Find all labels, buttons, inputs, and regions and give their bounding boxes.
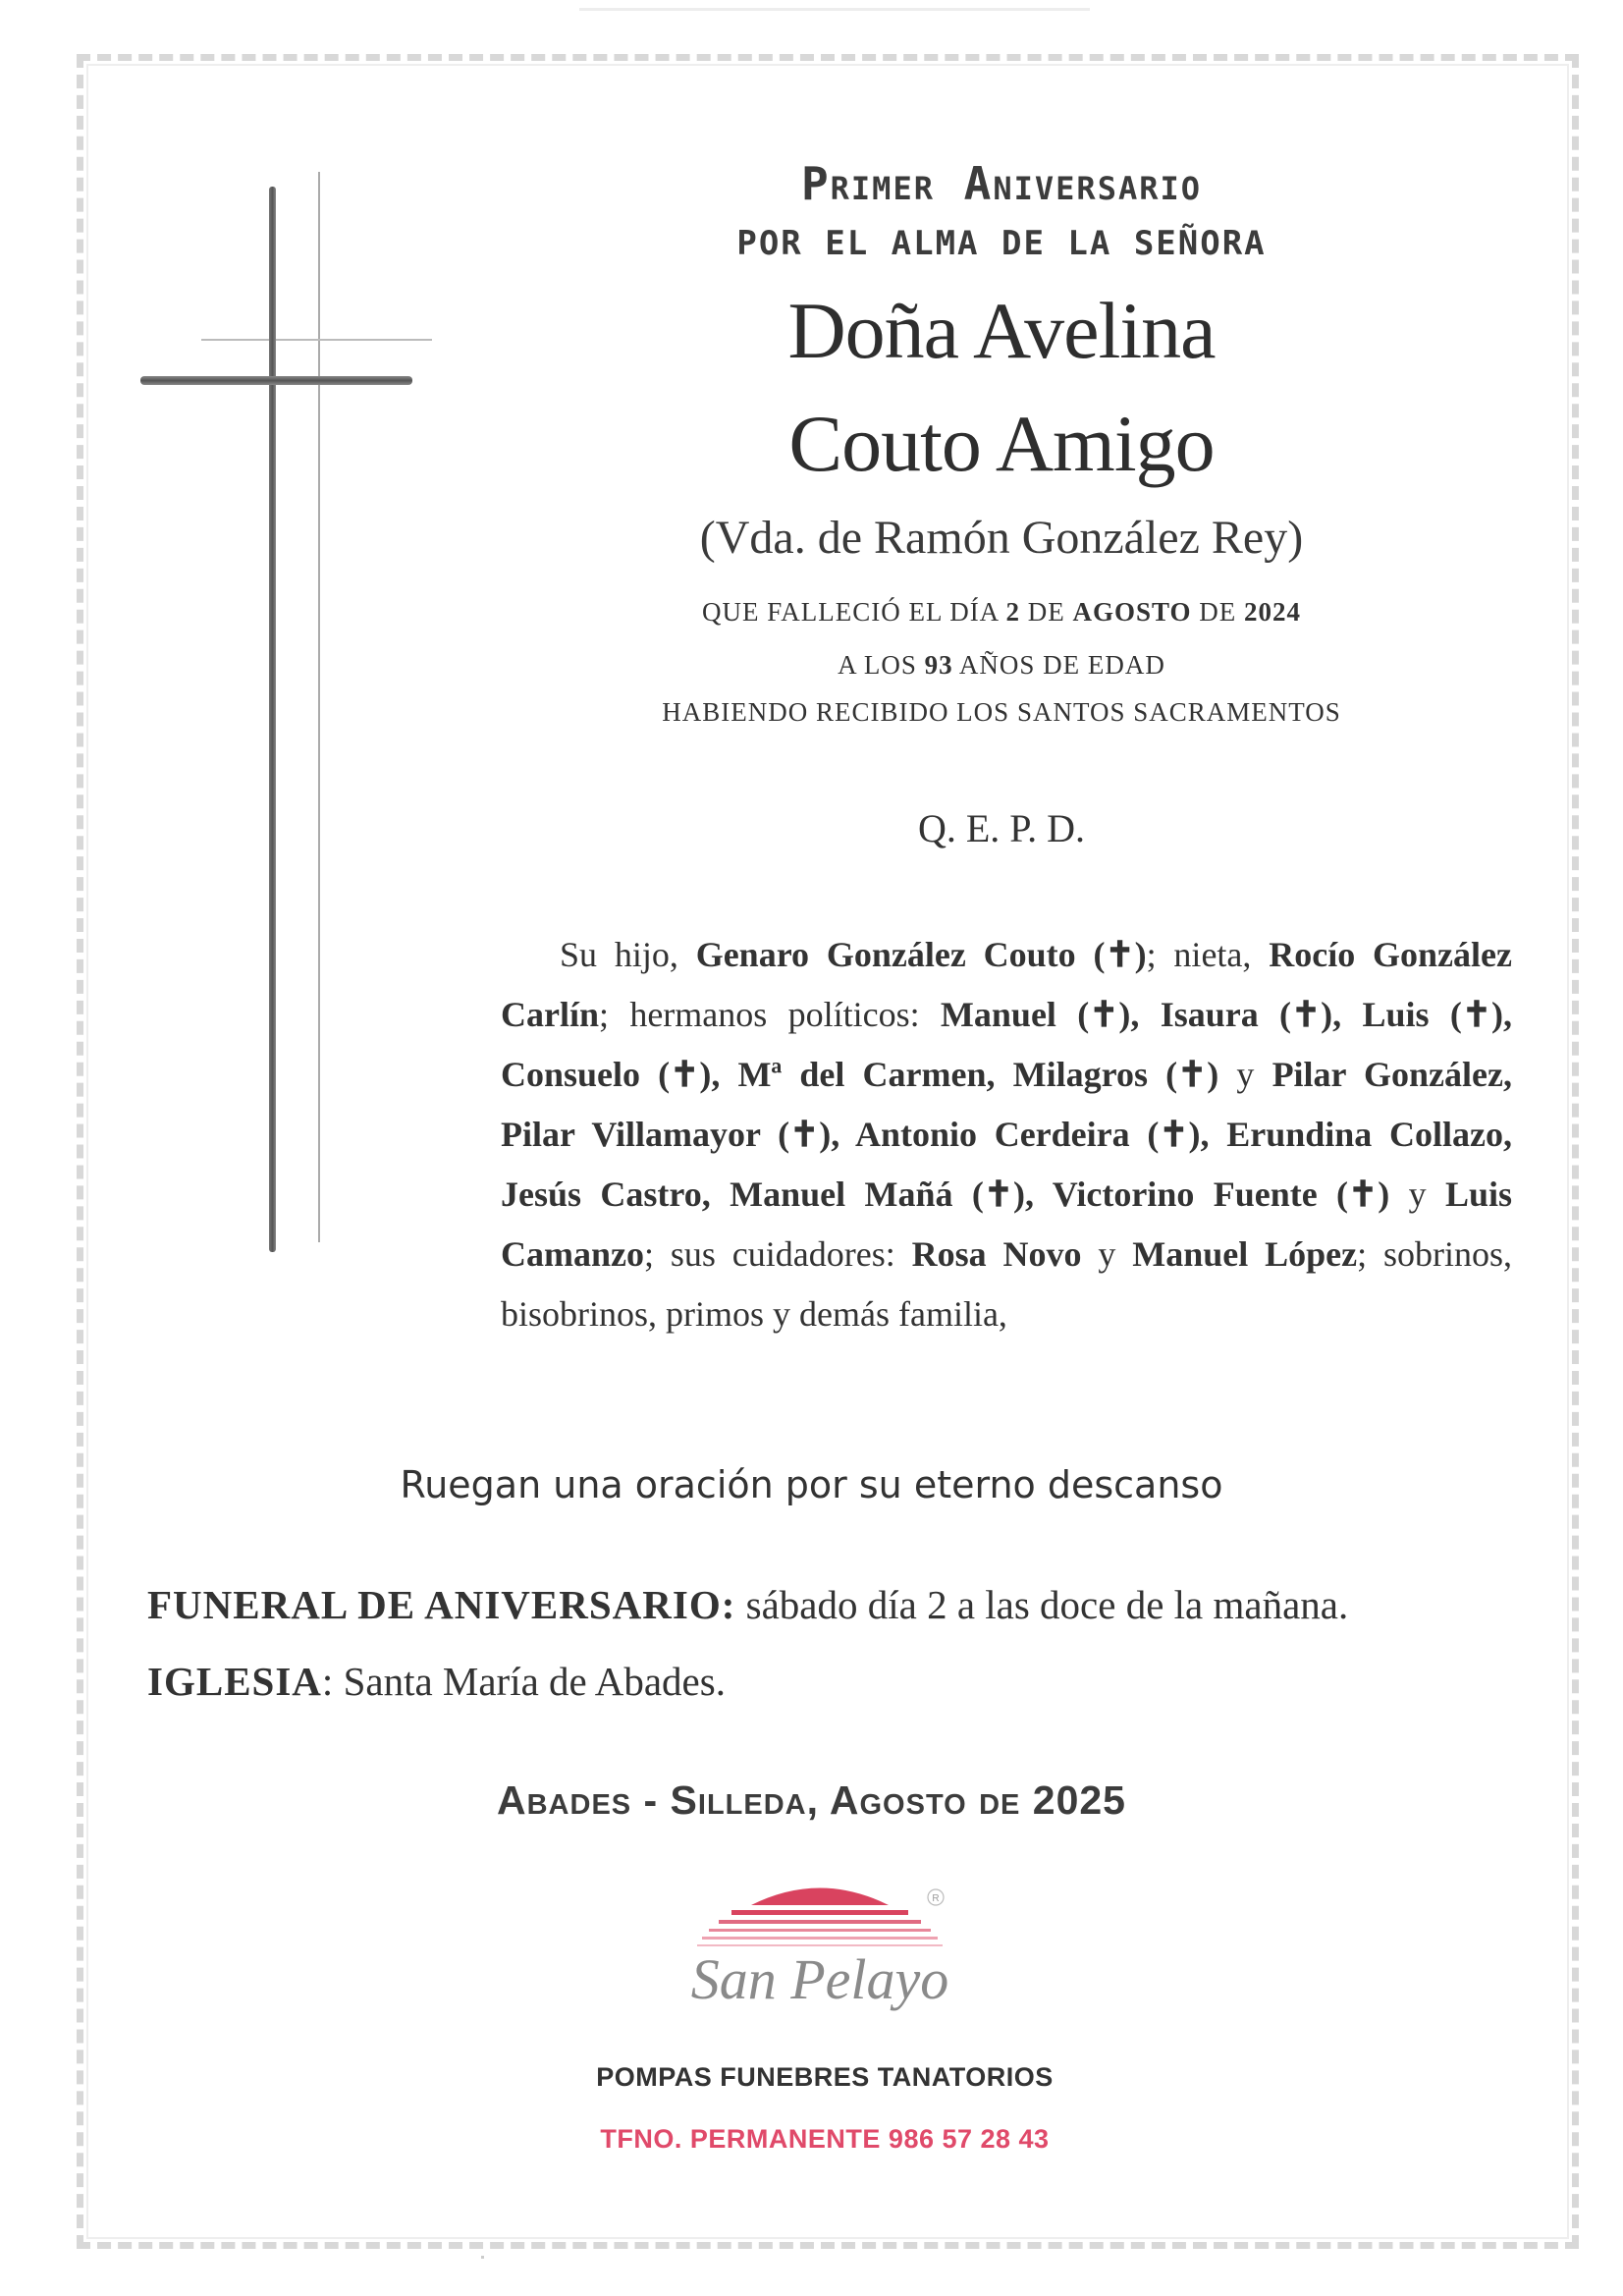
san-pelayo-logo [658, 1876, 982, 2052]
deceased-name-first: Doña Avelina [787, 286, 1216, 375]
registered-letter: R [932, 1893, 940, 1904]
church-value: : Santa María de Abades. [321, 1659, 726, 1704]
sunset-stripes-logo [697, 1888, 943, 1947]
family-name-segment: Rosa Novo [911, 1234, 1082, 1274]
death-date-line: QUE FALLECIÓ EL DÍA 2 DE AGOSTO DE 2024 [701, 597, 1301, 627]
church-label: IGLESIA [147, 1659, 322, 1704]
family-name-segment: Rocío González Carlín [501, 935, 1512, 1034]
announcement-subtitle: POR EL ALMA DE LA SEÑORA [736, 224, 1267, 263]
sacraments-line: HABIENDO RECIBIDO LOS SANTOS SACRAMENTOS [662, 697, 1341, 727]
family-text-segment: ; nieta, [1146, 935, 1270, 974]
family-text-segment: ; sus cuidadores: [644, 1234, 912, 1274]
funeral-value: sábado día 2 a las doce de la mañana. [735, 1582, 1349, 1627]
family-text-segment: y [1218, 1055, 1272, 1094]
cross-horizontal-bar [140, 376, 412, 385]
cross-shadow-vertical [318, 172, 320, 1242]
qepd: Q. E. P. D. [917, 806, 1086, 850]
family-name-segment: Manuel López [1132, 1234, 1358, 1274]
family-name-segment: Manuel (✝), Isaura (✝), Luis (✝), Consuelo (✝), Mª del Carmen, Milagros (✝) [501, 995, 1512, 1094]
logo-text: San Pelayo [690, 1947, 949, 2011]
family-text-segment: y [1081, 1234, 1133, 1274]
church-line [147, 1658, 726, 1705]
family-name-segment: Luis Camanzo [501, 1175, 1512, 1274]
family-paragraph [501, 925, 1512, 1344]
cross-vertical-bar [269, 187, 276, 1252]
services-line: POMPAS FUNEBRES TANATORIOS [596, 2062, 1054, 2092]
place-date: Abades - Silleda, Agosto de 2025 [497, 1777, 1126, 1823]
funeral-label: FUNERAL DE ANIVERSARIO: [147, 1582, 736, 1627]
family-text-segment: Su hijo, [560, 935, 696, 974]
top-line [579, 8, 1090, 11]
family-name-segment: Pilar González, Pilar Villamayor (✝), Antonio Cerdeira (✝), Erundina Collazo, Jesús Castro, Manuel Mañá (✝), Victorino Fuente (✝) [501, 1055, 1512, 1214]
family-text-segment: y [1389, 1175, 1445, 1214]
scan-dot [481, 2256, 484, 2259]
phone-line: TFNO. PERMANENTE 986 57 28 43 [600, 2124, 1050, 2154]
cross-shadow-horizontal [201, 339, 432, 341]
announcement-title: Primer Aniversario [800, 157, 1203, 210]
widow-of: (Vda. de Ramón González Rey) [699, 512, 1304, 564]
age-line: A LOS 93 AÑOS DE EDAD [838, 650, 1165, 680]
prayer-request: Ruegan una oración por su eterno descanso [400, 1463, 1223, 1506]
deceased-name-last: Couto Amigo [788, 399, 1215, 488]
family-text-segment: ; sobrinos, bisobrinos, primos y demás familia, [501, 1234, 1512, 1334]
family-name-segment: Genaro González Couto (✝) [695, 935, 1147, 974]
funeral-line [147, 1581, 1348, 1628]
family-text-segment: ; hermanos políticos: [599, 995, 941, 1034]
